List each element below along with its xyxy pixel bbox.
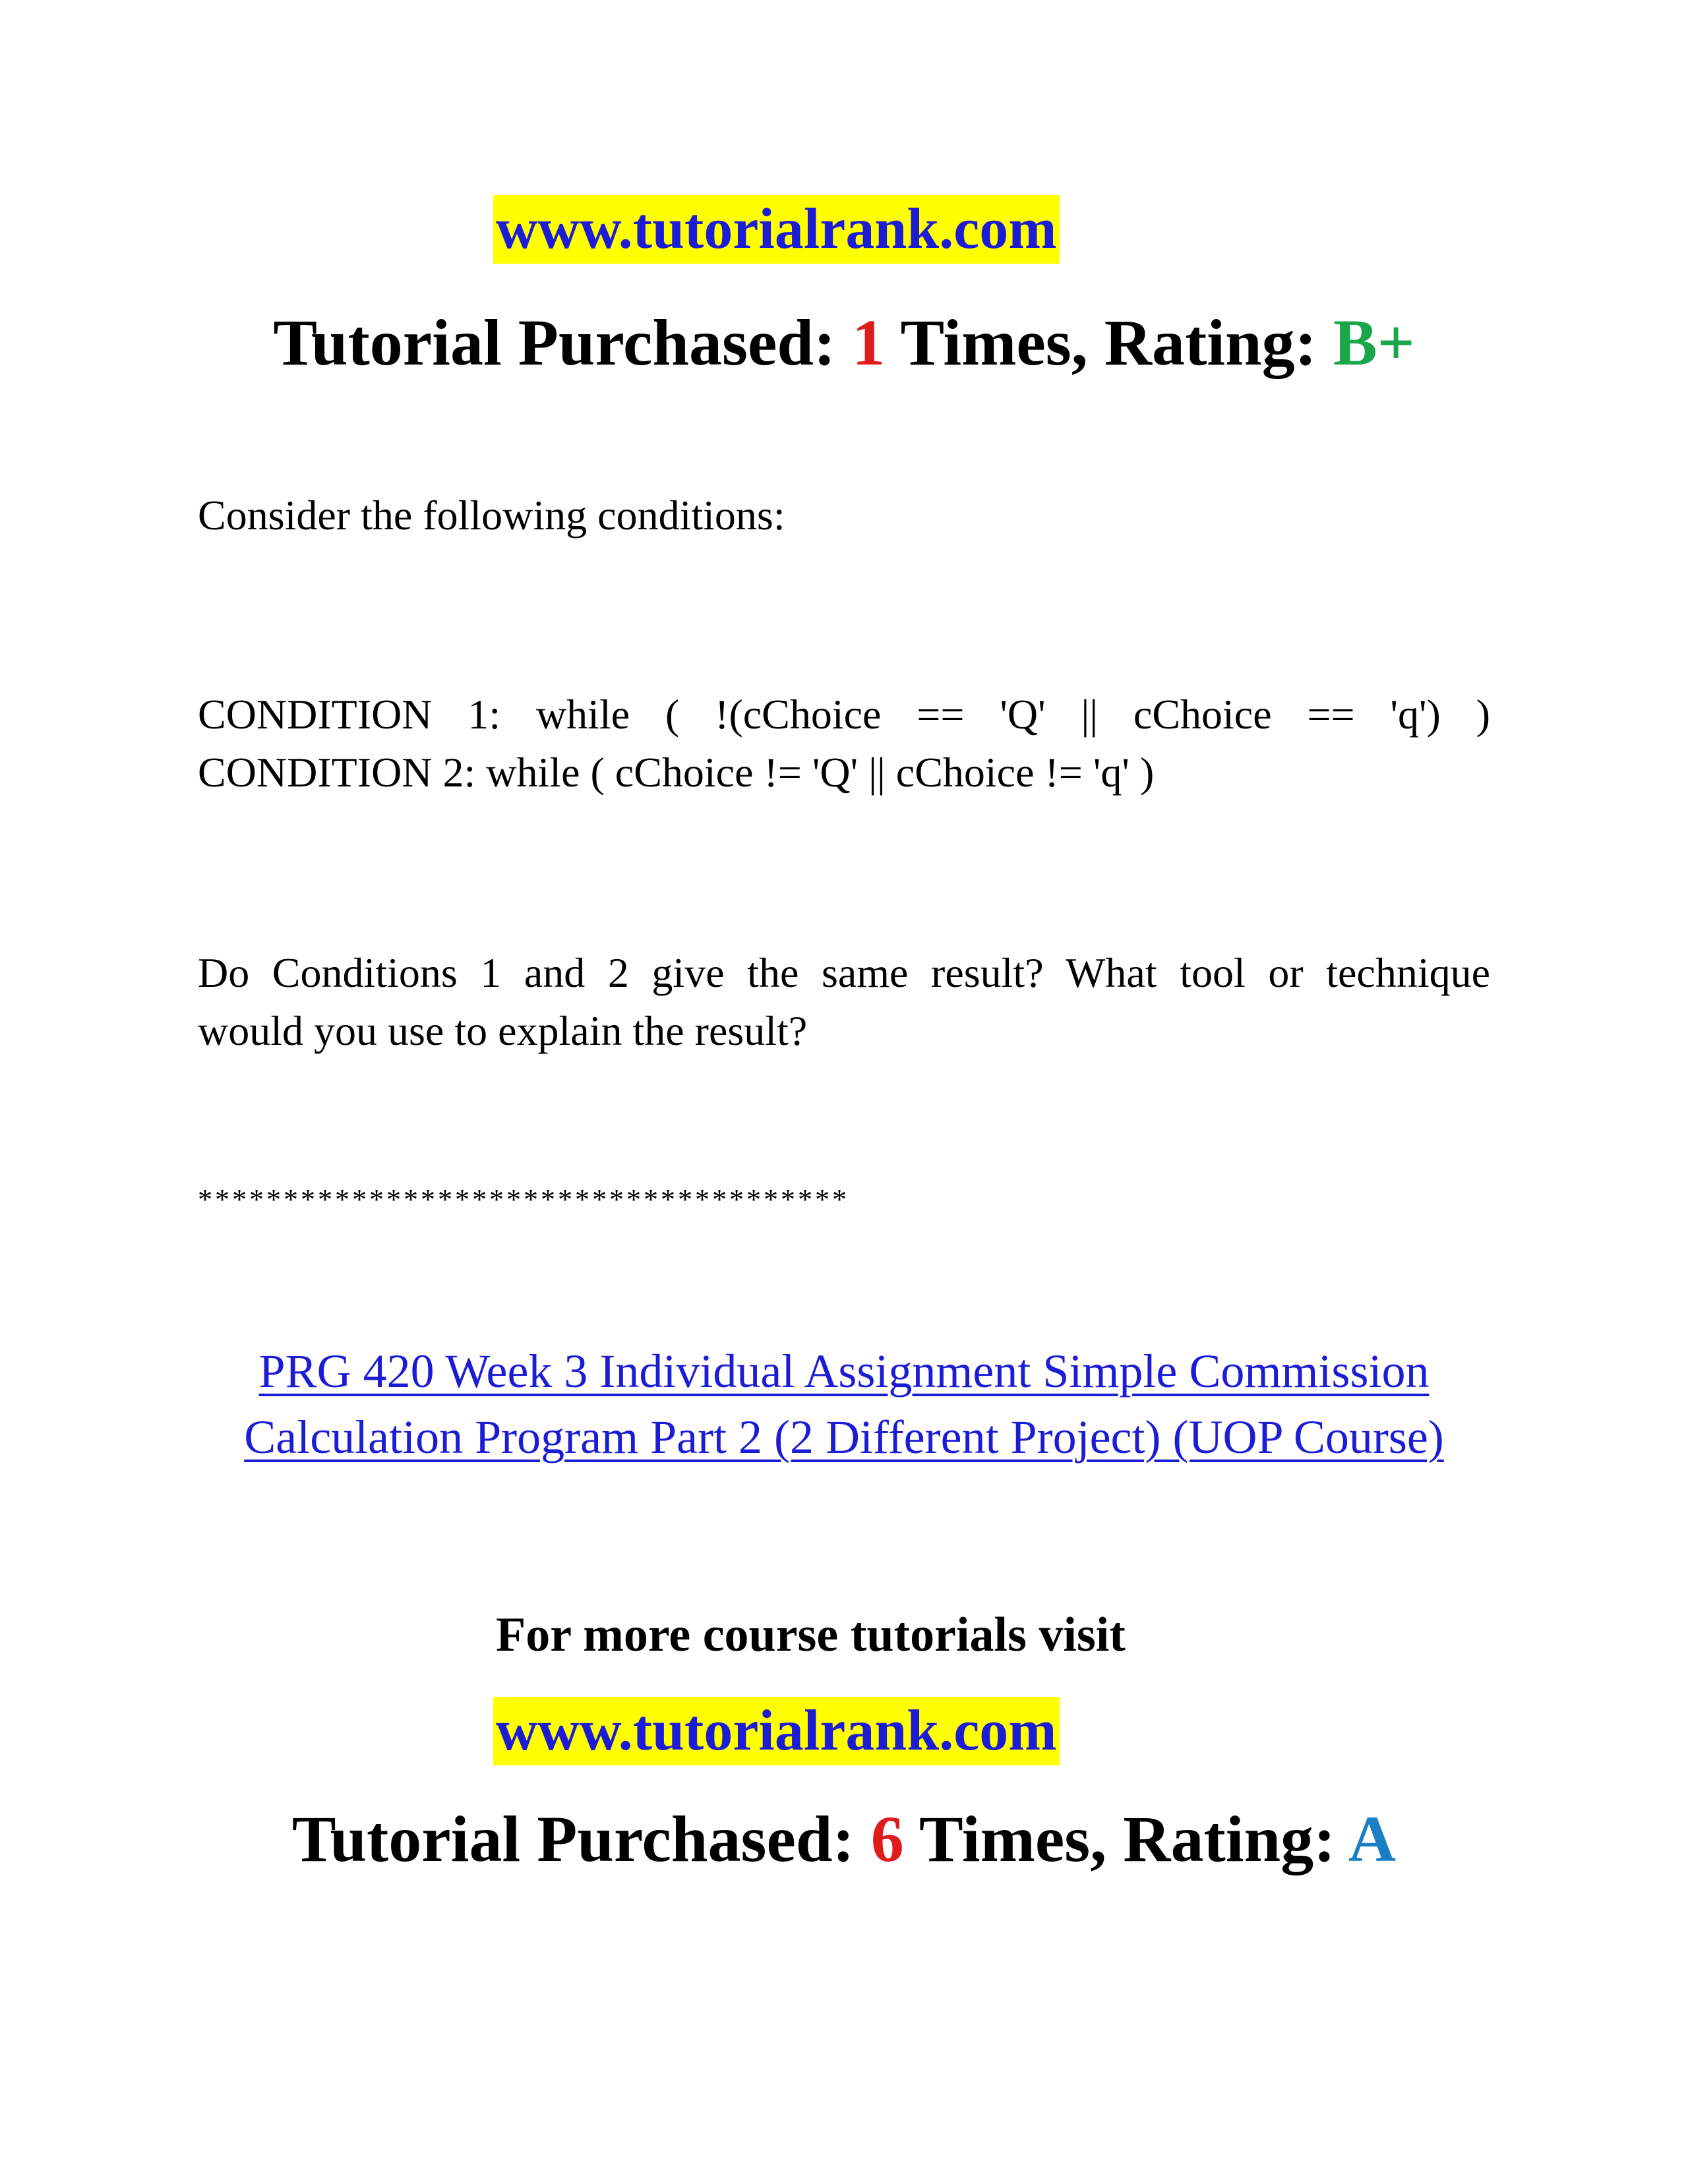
question-line-1: Do Conditions 1 and 2 give the same result? What tool or technique bbox=[198, 949, 1490, 996]
course-link-line-2[interactable]: Calculation Program Part 2 (2 Different Project) (UOP Course) bbox=[244, 1411, 1444, 1463]
footer-purchase-middle: Times, Rating: bbox=[903, 1802, 1348, 1875]
course-link[interactable] bbox=[0, 1338, 1688, 1470]
header-site-url[interactable]: www.tutorialrank.com bbox=[493, 195, 1060, 264]
footer-rating: A bbox=[1348, 1802, 1397, 1875]
footer-purchase-count: 6 bbox=[870, 1802, 904, 1875]
header-purchase-prefix: Tutorial Purchased: bbox=[273, 306, 853, 379]
header-purchase-middle: Times, Rating: bbox=[885, 306, 1333, 379]
question-line-2: would you use to explain the result? bbox=[198, 1007, 808, 1054]
intro-text bbox=[198, 487, 1490, 545]
separator-stars: ************************************** bbox=[198, 1183, 849, 1216]
header-purchase-count: 1 bbox=[852, 306, 886, 379]
footer-site-url[interactable]: www.tutorialrank.com bbox=[493, 1697, 1060, 1765]
condition-2: CONDITION 2: while ( cChoice != 'Q' || cChoice != 'q' ) bbox=[198, 749, 1155, 796]
condition-1: CONDITION 1: while ( !(cChoice == 'Q' || cChoice == 'q') ) bbox=[198, 691, 1490, 738]
question-block bbox=[198, 944, 1490, 1060]
header-purchase-line bbox=[0, 303, 1688, 382]
footer-purchase-line bbox=[0, 1800, 1688, 1879]
course-link-line-1[interactable]: PRG 420 Week 3 Individual Assignment Simple Commission bbox=[258, 1345, 1430, 1398]
footer-purchase-prefix: Tutorial Purchased: bbox=[291, 1802, 871, 1875]
conditions-block bbox=[198, 686, 1490, 802]
header-rating: B+ bbox=[1333, 306, 1415, 379]
more-tutorials-text: For more course tutorials visit bbox=[496, 1608, 1126, 1662]
intro-line: Consider the following conditions: bbox=[198, 492, 785, 539]
